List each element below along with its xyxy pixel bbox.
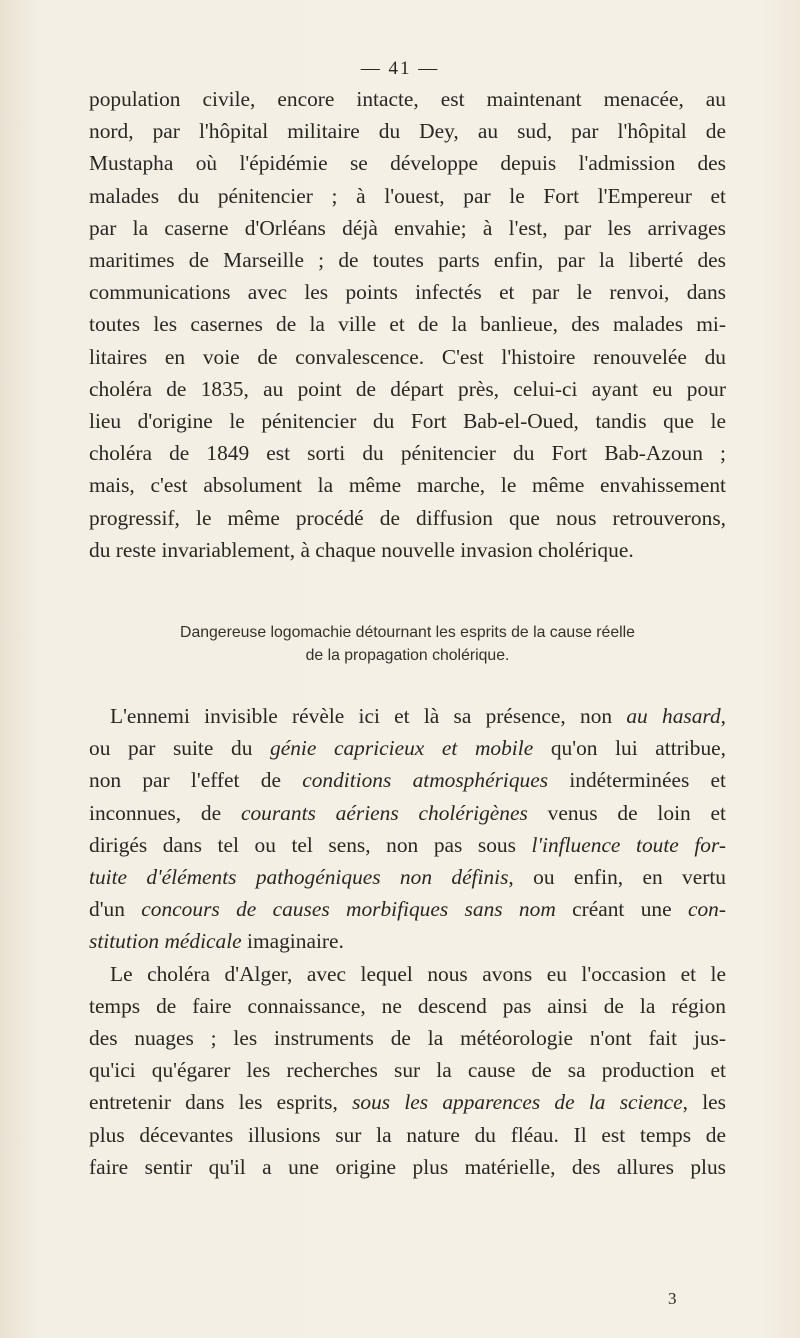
text-line: non par l'effet de conditions atmosphériques indéterminées et — [89, 768, 726, 793]
paragraph-1 — [89, 83, 726, 566]
text-line: mais, c'est absolument la même marche, le même envahissement — [89, 473, 726, 498]
text-line: communications avec les points infectés et par le renvoi, dans — [89, 280, 726, 305]
text-line: choléra de 1835, au point de départ près, celui-ci ayant eu pour — [89, 376, 726, 401]
text-line: temps de faire connaissance, ne descend pas ainsi de la région — [89, 993, 726, 1018]
text-line: d'un concours de causes morbifiques sans nom créant une con- — [89, 897, 726, 922]
text-line: entretenir dans les esprits, sous les apparences de la science, les — [89, 1090, 726, 1115]
text-line: qu'ici qu'égarer les recherches sur la cause de sa production et — [89, 1058, 726, 1083]
text-line: progressif, le même procédé de diffusion que nous retrouverons, — [89, 505, 726, 530]
page-number: — 41 — — [360, 58, 440, 79]
text-line: lieu d'origine le pénitencier du Fort Bab-el-Oued, tandis que le — [89, 409, 726, 434]
text-line: malades du pénitencier ; à l'ouest, par le Fort l'Empereur et — [89, 183, 726, 208]
text-line: Mustapha où l'épidémie se développe depuis l'admission des — [89, 151, 726, 176]
text-line: plus décevantes illusions sur la nature du fléau. Il est temps de — [89, 1122, 726, 1147]
text-line: ou par suite du génie capricieux et mobile qu'on lui attribue, — [89, 736, 726, 761]
section-caption — [89, 621, 726, 667]
signature-mark: 3 — [668, 1289, 677, 1308]
text-line: maritimes de Marseille ; de toutes parts enfin, par la liberté des — [89, 248, 726, 273]
text-line: toutes les casernes de la ville et de la banlieue, des malades mi- — [89, 312, 726, 337]
text-line: faire sentir qu'il a une origine plus matérielle, des allures plus — [89, 1154, 726, 1179]
paragraph-2 — [89, 700, 726, 1183]
text-line: stitution médicale imaginaire. — [89, 929, 344, 954]
text-line: des nuages ; les instruments de la météorologie n'ont fait jus- — [89, 1026, 726, 1051]
text-line: choléra de 1849 est sorti du pénitencier du Fort Bab-Azoun ; — [89, 441, 726, 466]
text-line: litaires en voie de convalescence. C'est l'histoire renouvelée du — [89, 344, 726, 369]
text-line: dirigés dans tel ou tel sens, non pas sous l'influence toute for- — [89, 832, 726, 857]
text-line: nord, par l'hôpital militaire du Dey, au sud, par l'hôpital de — [89, 119, 726, 144]
text-line: Le choléra d'Alger, avec lequel nous avons eu l'occasion et le — [110, 961, 726, 986]
text-line: par la caserne d'Orléans déjà envahie; à l'est, par les arrivages — [89, 215, 726, 240]
text-line: tuite d'éléments pathogéniques non définis, ou enfin, en vertu — [89, 865, 726, 890]
text-line: du reste invariablement, à chaque nouvelle invasion cholérique. — [89, 537, 634, 562]
text-line: L'ennemi invisible révèle ici et là sa présence, non au hasard, — [110, 704, 726, 728]
text-line: inconnues, de courants aériens cholérigènes venus de loin et — [89, 800, 726, 825]
caption-line-1: Dangereuse logomachie détournant les esprits de la cause réelle — [180, 624, 635, 641]
text-line: population civile, encore intacte, est maintenant menacée, au — [89, 87, 726, 111]
caption-line-2: de la propagation cholérique. — [305, 647, 510, 664]
